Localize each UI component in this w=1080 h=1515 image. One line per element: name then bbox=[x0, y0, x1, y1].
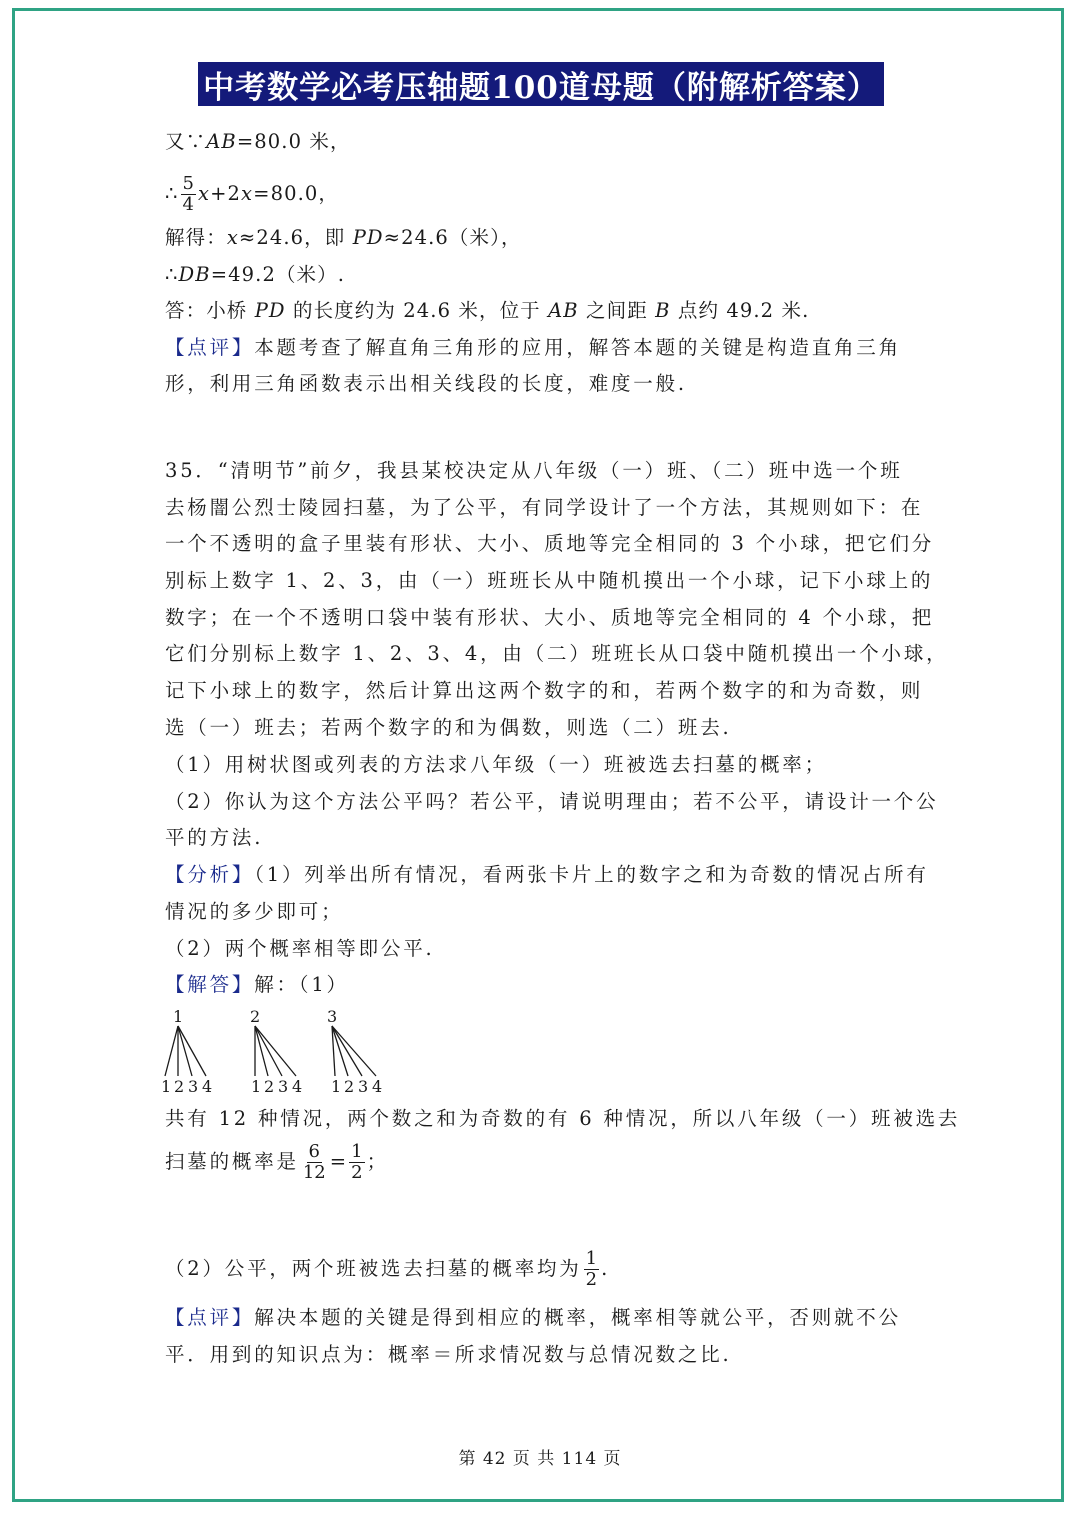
fraction-1-2: $\frac{1}{2}$ bbox=[585, 1248, 598, 1290]
tree-leaf: 2 bbox=[344, 1077, 355, 1096]
solution-result-line-1: 共有 12 种情况，两个数之和为奇数的有 6 种情况，所以八年级（一）班被选去 bbox=[165, 1107, 961, 1130]
tree-leaf: 3 bbox=[358, 1077, 369, 1096]
tree-leaf: 4 bbox=[202, 1077, 213, 1096]
fraction-6-12: $\frac{6}{12}$ bbox=[302, 1141, 326, 1183]
problem-line-1: 35．“清明节”前夕，我县某校决定从八年级（一）班、（二）班中选一个班 bbox=[165, 459, 903, 482]
problem-line-7: 记下小球上的数字，然后计算出这两个数字的和，若两个数字的和为奇数，则 bbox=[165, 679, 924, 702]
prev-line-2: ∴ $\frac{5}{4}$ x+2x=80.0， bbox=[165, 173, 339, 215]
page-title: 中考数学必考压轴题100道母题（附解析答案） bbox=[198, 62, 884, 106]
problem-line-5: 数字；在一个不透明口袋中装有形状、大小、质地等完全相同的 4 个小球，把 bbox=[165, 606, 935, 629]
tree-edge bbox=[255, 1026, 282, 1076]
tree-edge bbox=[332, 1026, 376, 1076]
prev-answer: 答：小桥 PD 的长度约为 24.6 米，位于 AB 之间距 B 点约 49.2 米. bbox=[165, 299, 810, 322]
tree-leaf: 1 bbox=[161, 1077, 172, 1096]
solution-intro: 【解答】解：（1） bbox=[165, 973, 349, 996]
tree-leaf: 1 bbox=[331, 1077, 342, 1096]
comment-tag: 【点评】 bbox=[165, 1306, 255, 1329]
tree-edge bbox=[165, 1026, 178, 1076]
analysis-line-1: 【分析】（1）列举出所有情况，看两张卡片上的数字之和为奇数的情况占所有 bbox=[165, 863, 929, 886]
prev-comment-line-2: 形，利用三角函数表示出相关线段的长度，难度一般. bbox=[165, 372, 687, 395]
tree-leaf: 3 bbox=[188, 1077, 199, 1096]
tree-leaf: 2 bbox=[174, 1077, 185, 1096]
prev-line-4: ∴DB=49.2（米）. bbox=[165, 263, 346, 286]
tree-edge bbox=[178, 1026, 206, 1076]
prev-line-3: 解得：x≈24.6，即 PD≈24.6（米）， bbox=[165, 226, 522, 249]
analysis-line-2: 情况的多少即可； bbox=[165, 900, 344, 923]
fraction-1-2: $\frac{1}{2}$ bbox=[351, 1141, 363, 1183]
tree-leaf: 4 bbox=[292, 1077, 303, 1096]
tree-branch-2 bbox=[250, 1007, 302, 1096]
question-1: （1）用树状图或列表的方法求八年级（一）班被选去扫墓的概率； bbox=[165, 753, 827, 776]
tree-diagram bbox=[160, 1004, 400, 1100]
problem-line-4: 别标上数字 1、2、3，由（一）班班长从中随机摸出一个小球，记下小球上的 bbox=[165, 569, 934, 592]
solution-result-line-2: 扫墓的概率是 $\frac{6}{12}$ = $\frac{1}{2}$ ； bbox=[165, 1141, 388, 1183]
tree-root: 1 bbox=[173, 1007, 184, 1026]
tree-root: 2 bbox=[250, 1007, 261, 1026]
tree-branch-1 bbox=[161, 1007, 212, 1096]
tree-leaf: 2 bbox=[264, 1077, 275, 1096]
tree-edge bbox=[178, 1026, 192, 1076]
question-2-line-1: （2）你认为这个方法公平吗？若公平，请说明理由；若不公平，请设计一个公 bbox=[165, 790, 939, 813]
comment2-line-2: 平．用到的知识点为：概率＝所求情况数与总情况数之比. bbox=[165, 1343, 732, 1366]
analysis-tag: 【分析】 bbox=[165, 863, 255, 886]
tree-leaf: 3 bbox=[278, 1077, 289, 1096]
tree-root: 3 bbox=[327, 1007, 338, 1026]
tree-leaf: 4 bbox=[372, 1077, 383, 1096]
fraction-5-4: $\frac{5}{4}$ bbox=[182, 173, 194, 215]
prev-line-1: 又∵AB=80.0 米， bbox=[165, 130, 351, 153]
problem-line-2: 去杨闇公烈士陵园扫墓，为了公平，有同学设计了一个方法，其规则如下：在 bbox=[165, 496, 924, 519]
analysis-line-3: （2）两个概率相等即公平. bbox=[165, 937, 435, 960]
problem-line-6: 它们分别标上数字 1、2、3、4，由（二）班班长从口袋中随机摸出一个小球， bbox=[165, 642, 949, 665]
tree-branch-3 bbox=[327, 1007, 382, 1096]
prev-comment-line-1: 【点评】本题考查了解直角三角形的应用，解答本题的关键是构造直角三角 bbox=[165, 336, 901, 359]
tree-leaf: 1 bbox=[251, 1077, 262, 1096]
problem-line-3: 一个不透明的盒子里装有形状、大小、质地等完全相同的 3 个小球，把它们分 bbox=[165, 532, 935, 555]
problem-line-8: 选（一）班去；若两个数字的和为偶数，则选（二）班去. bbox=[165, 716, 732, 739]
page-number: 第 42 页 共 114 页 bbox=[458, 1449, 622, 1469]
solution-part-2: （2）公平，两个班被选去扫墓的概率均为 $\frac{1}{2}$ . bbox=[165, 1248, 609, 1290]
tree-edge bbox=[332, 1026, 362, 1076]
comment-tag: 【点评】 bbox=[165, 336, 255, 359]
solution-tag: 【解答】 bbox=[165, 973, 255, 996]
comment2-line-1: 【点评】解决本题的关键是得到相应的概率，概率相等就公平，否则就不公 bbox=[165, 1306, 901, 1329]
question-2-line-2: 平的方法. bbox=[165, 826, 264, 849]
